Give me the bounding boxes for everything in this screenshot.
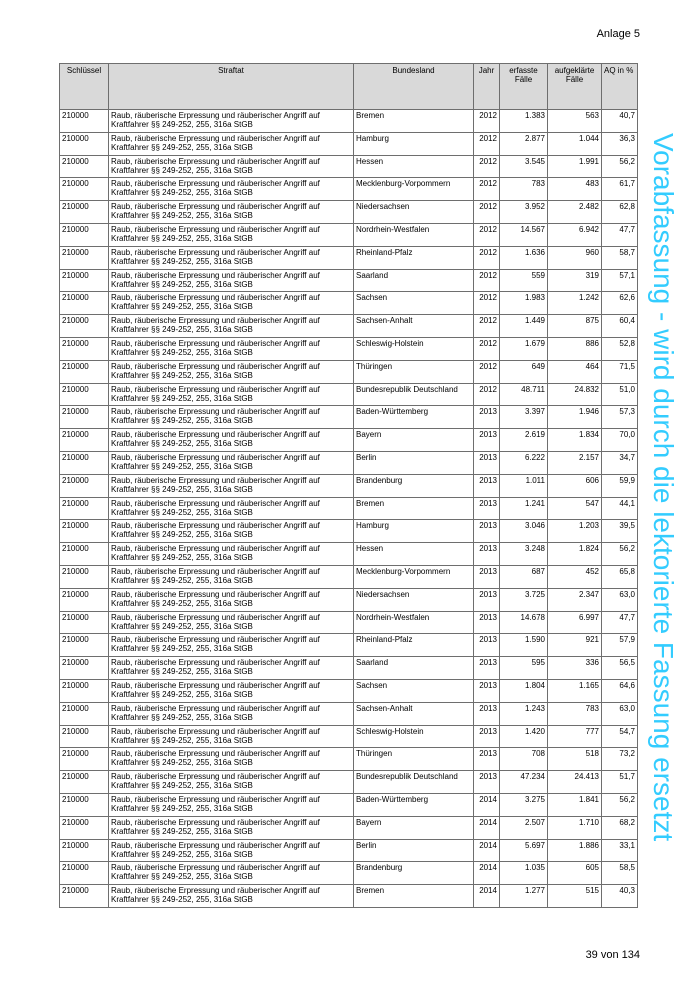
cell-erfasste-faelle: 1.679 (500, 337, 548, 360)
cell-schluessel: 210000 (60, 885, 109, 908)
table-row (60, 497, 638, 520)
cell-aufgeklaerte-faelle: 6.942 (548, 223, 602, 246)
cell-aq: 63,0 (602, 702, 638, 725)
cell-straftat: Raub, räuberische Erpressung und räuberischer Angriff auf Kraftfahrer §§ 249-252, 255, 316a StGB (109, 315, 354, 338)
cell-schluessel: 210000 (60, 155, 109, 178)
cell-bundesland: Saarland (354, 657, 474, 680)
cell-aufgeklaerte-faelle: 960 (548, 246, 602, 269)
table-row (60, 337, 638, 360)
cell-erfasste-faelle: 1.590 (500, 634, 548, 657)
cell-aufgeklaerte-faelle: 563 (548, 110, 602, 133)
cell-straftat: Raub, räuberische Erpressung und räuberischer Angriff auf Kraftfahrer §§ 249-252, 255, 316a StGB (109, 178, 354, 201)
cell-aufgeklaerte-faelle: 1.165 (548, 679, 602, 702)
cell-schluessel: 210000 (60, 451, 109, 474)
cell-aufgeklaerte-faelle: 606 (548, 474, 602, 497)
cell-erfasste-faelle: 5.697 (500, 839, 548, 862)
cell-bundesland: Thüringen (354, 748, 474, 771)
cell-aufgeklaerte-faelle: 1.710 (548, 816, 602, 839)
cell-schluessel: 210000 (60, 246, 109, 269)
cell-jahr: 2013 (474, 588, 500, 611)
cell-jahr: 2012 (474, 315, 500, 338)
cell-aufgeklaerte-faelle: 547 (548, 497, 602, 520)
cell-erfasste-faelle: 1.241 (500, 497, 548, 520)
cell-aq: 58,7 (602, 246, 638, 269)
cell-aq: 71,5 (602, 360, 638, 383)
cell-erfasste-faelle: 708 (500, 748, 548, 771)
cell-straftat: Raub, räuberische Erpressung und räuberischer Angriff auf Kraftfahrer §§ 249-252, 255, 316a StGB (109, 543, 354, 566)
table-row (60, 725, 638, 748)
table-row (60, 132, 638, 155)
cell-erfasste-faelle: 1.449 (500, 315, 548, 338)
table-row (60, 748, 638, 771)
cell-aufgeklaerte-faelle: 1.841 (548, 793, 602, 816)
cell-straftat: Raub, räuberische Erpressung und räuberischer Angriff auf Kraftfahrer §§ 249-252, 255, 316a StGB (109, 588, 354, 611)
cell-aufgeklaerte-faelle: 1.242 (548, 292, 602, 315)
cell-aufgeklaerte-faelle: 2.482 (548, 201, 602, 224)
cell-erfasste-faelle: 1.383 (500, 110, 548, 133)
cell-aq: 56,5 (602, 657, 638, 680)
cell-jahr: 2013 (474, 725, 500, 748)
cell-aq: 36,3 (602, 132, 638, 155)
cell-jahr: 2014 (474, 793, 500, 816)
cell-erfasste-faelle: 649 (500, 360, 548, 383)
cell-jahr: 2013 (474, 451, 500, 474)
cell-aq: 73,2 (602, 748, 638, 771)
cell-bundesland: Baden-Württemberg (354, 793, 474, 816)
cell-straftat: Raub, räuberische Erpressung und räuberischer Angriff auf Kraftfahrer §§ 249-252, 255, 316a StGB (109, 520, 354, 543)
table-row (60, 474, 638, 497)
cell-jahr: 2014 (474, 816, 500, 839)
cell-jahr: 2013 (474, 565, 500, 588)
cell-straftat: Raub, räuberische Erpressung und räuberischer Angriff auf Kraftfahrer §§ 249-252, 255, 316a StGB (109, 497, 354, 520)
cell-erfasste-faelle: 3.046 (500, 520, 548, 543)
cell-straftat: Raub, räuberische Erpressung und räuberischer Angriff auf Kraftfahrer §§ 249-252, 255, 316a StGB (109, 201, 354, 224)
table-row (60, 451, 638, 474)
cell-aq: 44,1 (602, 497, 638, 520)
table-row (60, 406, 638, 429)
cell-jahr: 2012 (474, 155, 500, 178)
cell-aq: 57,9 (602, 634, 638, 657)
cell-bundesland: Thüringen (354, 360, 474, 383)
cell-jahr: 2013 (474, 520, 500, 543)
cell-erfasste-faelle: 2.507 (500, 816, 548, 839)
cell-straftat: Raub, räuberische Erpressung und räuberischer Angriff auf Kraftfahrer §§ 249-252, 255, 316a StGB (109, 793, 354, 816)
cell-jahr: 2013 (474, 771, 500, 794)
cell-bundesland: Bundesrepublik Deutschland (354, 383, 474, 406)
cell-jahr: 2013 (474, 406, 500, 429)
cell-jahr: 2013 (474, 634, 500, 657)
cell-schluessel: 210000 (60, 565, 109, 588)
cell-schluessel: 210000 (60, 793, 109, 816)
cell-jahr: 2012 (474, 110, 500, 133)
cell-aufgeklaerte-faelle: 1.886 (548, 839, 602, 862)
cell-bundesland: Bremen (354, 110, 474, 133)
cell-aufgeklaerte-faelle: 1.203 (548, 520, 602, 543)
cell-aq: 60,4 (602, 315, 638, 338)
table-row (60, 816, 638, 839)
cell-straftat: Raub, räuberische Erpressung und räuberischer Angriff auf Kraftfahrer §§ 249-252, 255, 316a StGB (109, 269, 354, 292)
table-row (60, 771, 638, 794)
cell-jahr: 2012 (474, 132, 500, 155)
cell-schluessel: 210000 (60, 771, 109, 794)
cell-straftat: Raub, räuberische Erpressung und räuberischer Angriff auf Kraftfahrer §§ 249-252, 255, 316a StGB (109, 429, 354, 452)
table-row (60, 155, 638, 178)
cell-straftat: Raub, räuberische Erpressung und räuberischer Angriff auf Kraftfahrer §§ 249-252, 255, 316a StGB (109, 885, 354, 908)
cell-schluessel: 210000 (60, 520, 109, 543)
cell-bundesland: Sachsen (354, 292, 474, 315)
cell-aufgeklaerte-faelle: 1.946 (548, 406, 602, 429)
cell-jahr: 2012 (474, 178, 500, 201)
cell-bundesland: Sachsen-Anhalt (354, 702, 474, 725)
cell-bundesland: Berlin (354, 839, 474, 862)
cell-aufgeklaerte-faelle: 6.997 (548, 611, 602, 634)
cell-erfasste-faelle: 687 (500, 565, 548, 588)
cell-schluessel: 210000 (60, 474, 109, 497)
cell-straftat: Raub, räuberische Erpressung und räuberischer Angriff auf Kraftfahrer §§ 249-252, 255, 316a StGB (109, 474, 354, 497)
statistics-table (59, 63, 638, 908)
cell-jahr: 2014 (474, 862, 500, 885)
cell-straftat: Raub, räuberische Erpressung und räuberischer Angriff auf Kraftfahrer §§ 249-252, 255, 316a StGB (109, 565, 354, 588)
cell-aufgeklaerte-faelle: 483 (548, 178, 602, 201)
cell-schluessel: 210000 (60, 178, 109, 201)
cell-aq: 47,7 (602, 223, 638, 246)
cell-straftat: Raub, räuberische Erpressung und räuberischer Angriff auf Kraftfahrer §§ 249-252, 255, 316a StGB (109, 839, 354, 862)
cell-jahr: 2013 (474, 429, 500, 452)
cell-schluessel: 210000 (60, 543, 109, 566)
cell-schluessel: 210000 (60, 748, 109, 771)
cell-bundesland: Schleswig-Holstein (354, 725, 474, 748)
cell-erfasste-faelle: 1.243 (500, 702, 548, 725)
cell-aufgeklaerte-faelle: 605 (548, 862, 602, 885)
table-row (60, 611, 638, 634)
cell-schluessel: 210000 (60, 839, 109, 862)
cell-schluessel: 210000 (60, 679, 109, 702)
table-row (60, 634, 638, 657)
cell-jahr: 2012 (474, 223, 500, 246)
cell-erfasste-faelle: 783 (500, 178, 548, 201)
table-body (60, 110, 638, 908)
cell-aq: 40,3 (602, 885, 638, 908)
cell-bundesland: Mecklenburg-Vorpommern (354, 565, 474, 588)
statistics-table-wrap (59, 63, 637, 908)
cell-erfasste-faelle: 3.275 (500, 793, 548, 816)
table-row (60, 429, 638, 452)
cell-jahr: 2013 (474, 543, 500, 566)
cell-aq: 61,7 (602, 178, 638, 201)
cell-aufgeklaerte-faelle: 886 (548, 337, 602, 360)
cell-aq: 39,5 (602, 520, 638, 543)
cell-schluessel: 210000 (60, 110, 109, 133)
cell-bundesland: Schleswig-Holstein (354, 337, 474, 360)
cell-jahr: 2013 (474, 474, 500, 497)
header-aq: AQ in % (602, 64, 638, 110)
cell-bundesland: Brandenburg (354, 862, 474, 885)
cell-erfasste-faelle: 3.248 (500, 543, 548, 566)
cell-schluessel: 210000 (60, 315, 109, 338)
header-bundesland: Bundesland (354, 64, 474, 110)
cell-aufgeklaerte-faelle: 464 (548, 360, 602, 383)
cell-aufgeklaerte-faelle: 336 (548, 657, 602, 680)
cell-jahr: 2012 (474, 201, 500, 224)
cell-straftat: Raub, räuberische Erpressung und räuberischer Angriff auf Kraftfahrer §§ 249-252, 255, 316a StGB (109, 451, 354, 474)
cell-straftat: Raub, räuberische Erpressung und räuberischer Angriff auf Kraftfahrer §§ 249-252, 255, 316a StGB (109, 337, 354, 360)
cell-aq: 65,8 (602, 565, 638, 588)
table-row (60, 885, 638, 908)
cell-bundesland: Hessen (354, 155, 474, 178)
header-aufgeklaerte-faelle: aufgeklärte Fälle (548, 64, 602, 110)
cell-aufgeklaerte-faelle: 2.347 (548, 588, 602, 611)
cell-schluessel: 210000 (60, 223, 109, 246)
table-row (60, 201, 638, 224)
cell-schluessel: 210000 (60, 406, 109, 429)
cell-bundesland: Rheinland-Pfalz (354, 246, 474, 269)
cell-straftat: Raub, räuberische Erpressung und räuberischer Angriff auf Kraftfahrer §§ 249-252, 255, 316a StGB (109, 110, 354, 133)
cell-jahr: 2014 (474, 885, 500, 908)
cell-schluessel: 210000 (60, 132, 109, 155)
cell-aq: 40,7 (602, 110, 638, 133)
cell-aq: 57,3 (602, 406, 638, 429)
cell-schluessel: 210000 (60, 816, 109, 839)
table-row (60, 383, 638, 406)
cell-aufgeklaerte-faelle: 515 (548, 885, 602, 908)
cell-straftat: Raub, räuberische Erpressung und räuberischer Angriff auf Kraftfahrer §§ 249-252, 255, 316a StGB (109, 634, 354, 657)
cell-schluessel: 210000 (60, 269, 109, 292)
header-erfasste-faelle: erfasste Fälle (500, 64, 548, 110)
annex-label: Anlage 5 (596, 28, 640, 40)
table-row (60, 315, 638, 338)
cell-bundesland: Hamburg (354, 132, 474, 155)
table-row (60, 110, 638, 133)
cell-aufgeklaerte-faelle: 921 (548, 634, 602, 657)
page-number: 39 von 134 (585, 949, 640, 961)
cell-schluessel: 210000 (60, 702, 109, 725)
cell-straftat: Raub, räuberische Erpressung und räuberischer Angriff auf Kraftfahrer §§ 249-252, 255, 316a StGB (109, 748, 354, 771)
cell-aufgeklaerte-faelle: 319 (548, 269, 602, 292)
cell-aufgeklaerte-faelle: 2.157 (548, 451, 602, 474)
cell-aq: 54,7 (602, 725, 638, 748)
cell-bundesland: Brandenburg (354, 474, 474, 497)
cell-erfasste-faelle: 2.877 (500, 132, 548, 155)
cell-bundesland: Bremen (354, 885, 474, 908)
cell-aq: 56,2 (602, 543, 638, 566)
cell-straftat: Raub, räuberische Erpressung und räuberischer Angriff auf Kraftfahrer §§ 249-252, 255, 316a StGB (109, 246, 354, 269)
cell-aq: 52,8 (602, 337, 638, 360)
table-row (60, 292, 638, 315)
cell-jahr: 2012 (474, 360, 500, 383)
cell-bundesland: Mecklenburg-Vorpommern (354, 178, 474, 201)
cell-erfasste-faelle: 559 (500, 269, 548, 292)
cell-bundesland: Bundesrepublik Deutschland (354, 771, 474, 794)
table-row (60, 520, 638, 543)
cell-straftat: Raub, räuberische Erpressung und räuberischer Angriff auf Kraftfahrer §§ 249-252, 255, 316a StGB (109, 862, 354, 885)
cell-jahr: 2013 (474, 748, 500, 771)
cell-aufgeklaerte-faelle: 875 (548, 315, 602, 338)
cell-schluessel: 210000 (60, 862, 109, 885)
cell-jahr: 2014 (474, 839, 500, 862)
cell-bundesland: Hessen (354, 543, 474, 566)
table-row (60, 360, 638, 383)
cell-straftat: Raub, räuberische Erpressung und räuberischer Angriff auf Kraftfahrer §§ 249-252, 255, 316a StGB (109, 725, 354, 748)
cell-straftat: Raub, räuberische Erpressung und räuberischer Angriff auf Kraftfahrer §§ 249-252, 255, 316a StGB (109, 360, 354, 383)
table-row (60, 543, 638, 566)
cell-jahr: 2013 (474, 679, 500, 702)
cell-aq: 47,7 (602, 611, 638, 634)
cell-straftat: Raub, räuberische Erpressung und räuberischer Angriff auf Kraftfahrer §§ 249-252, 255, 316a StGB (109, 702, 354, 725)
cell-aq: 64,6 (602, 679, 638, 702)
cell-aufgeklaerte-faelle: 783 (548, 702, 602, 725)
cell-straftat: Raub, räuberische Erpressung und räuberischer Angriff auf Kraftfahrer §§ 249-252, 255, 316a StGB (109, 155, 354, 178)
cell-schluessel: 210000 (60, 201, 109, 224)
cell-aq: 56,2 (602, 155, 638, 178)
cell-erfasste-faelle: 48.711 (500, 383, 548, 406)
cell-schluessel: 210000 (60, 337, 109, 360)
cell-jahr: 2012 (474, 383, 500, 406)
table-row (60, 679, 638, 702)
cell-bundesland: Baden-Württemberg (354, 406, 474, 429)
cell-bundesland: Sachsen (354, 679, 474, 702)
cell-erfasste-faelle: 3.952 (500, 201, 548, 224)
table-row (60, 702, 638, 725)
cell-aq: 70,0 (602, 429, 638, 452)
cell-straftat: Raub, räuberische Erpressung und räuberischer Angriff auf Kraftfahrer §§ 249-252, 255, 316a StGB (109, 383, 354, 406)
cell-schluessel: 210000 (60, 611, 109, 634)
cell-jahr: 2012 (474, 337, 500, 360)
cell-straftat: Raub, räuberische Erpressung und räuberischer Angriff auf Kraftfahrer §§ 249-252, 255, 316a StGB (109, 771, 354, 794)
cell-straftat: Raub, räuberische Erpressung und räuberischer Angriff auf Kraftfahrer §§ 249-252, 255, 316a StGB (109, 406, 354, 429)
table-row (60, 178, 638, 201)
cell-erfasste-faelle: 1.983 (500, 292, 548, 315)
cell-jahr: 2013 (474, 497, 500, 520)
cell-aufgeklaerte-faelle: 1.044 (548, 132, 602, 155)
cell-aq: 33,1 (602, 839, 638, 862)
cell-erfasste-faelle: 3.397 (500, 406, 548, 429)
table-row (60, 793, 638, 816)
cell-aq: 59,9 (602, 474, 638, 497)
cell-aufgeklaerte-faelle: 777 (548, 725, 602, 748)
table-row (60, 588, 638, 611)
cell-bundesland: Niedersachsen (354, 201, 474, 224)
cell-bundesland: Berlin (354, 451, 474, 474)
cell-erfasste-faelle: 2.619 (500, 429, 548, 452)
cell-erfasste-faelle: 1.011 (500, 474, 548, 497)
cell-aufgeklaerte-faelle: 24.413 (548, 771, 602, 794)
cell-straftat: Raub, räuberische Erpressung und räuberischer Angriff auf Kraftfahrer §§ 249-252, 255, 316a StGB (109, 292, 354, 315)
cell-straftat: Raub, räuberische Erpressung und räuberischer Angriff auf Kraftfahrer §§ 249-252, 255, 316a StGB (109, 816, 354, 839)
cell-aq: 58,5 (602, 862, 638, 885)
cell-bundesland: Saarland (354, 269, 474, 292)
cell-bundesland: Bayern (354, 429, 474, 452)
cell-jahr: 2013 (474, 611, 500, 634)
header-schluessel: Schlüssel (60, 64, 109, 110)
cell-aufgeklaerte-faelle: 452 (548, 565, 602, 588)
cell-aq: 56,2 (602, 793, 638, 816)
table-row (60, 657, 638, 680)
cell-schluessel: 210000 (60, 292, 109, 315)
cell-schluessel: 210000 (60, 497, 109, 520)
cell-erfasste-faelle: 14.678 (500, 611, 548, 634)
cell-bundesland: Bremen (354, 497, 474, 520)
cell-aq: 57,1 (602, 269, 638, 292)
cell-schluessel: 210000 (60, 383, 109, 406)
cell-jahr: 2012 (474, 269, 500, 292)
cell-straftat: Raub, räuberische Erpressung und räuberischer Angriff auf Kraftfahrer §§ 249-252, 255, 316a StGB (109, 223, 354, 246)
cell-schluessel: 210000 (60, 634, 109, 657)
cell-aq: 51,7 (602, 771, 638, 794)
cell-erfasste-faelle: 14.567 (500, 223, 548, 246)
cell-bundesland: Sachsen-Anhalt (354, 315, 474, 338)
cell-aufgeklaerte-faelle: 1.824 (548, 543, 602, 566)
cell-schluessel: 210000 (60, 360, 109, 383)
cell-aq: 34,7 (602, 451, 638, 474)
cell-aq: 51,0 (602, 383, 638, 406)
header-jahr: Jahr (474, 64, 500, 110)
cell-jahr: 2013 (474, 657, 500, 680)
cell-schluessel: 210000 (60, 657, 109, 680)
table-row (60, 862, 638, 885)
cell-erfasste-faelle: 1.277 (500, 885, 548, 908)
cell-erfasste-faelle: 1.035 (500, 862, 548, 885)
cell-bundesland: Nordrhein-Westfalen (354, 611, 474, 634)
cell-jahr: 2012 (474, 246, 500, 269)
cell-erfasste-faelle: 595 (500, 657, 548, 680)
cell-erfasste-faelle: 3.545 (500, 155, 548, 178)
cell-schluessel: 210000 (60, 725, 109, 748)
table-row (60, 269, 638, 292)
cell-aufgeklaerte-faelle: 518 (548, 748, 602, 771)
cell-erfasste-faelle: 1.420 (500, 725, 548, 748)
cell-bundesland: Nordrhein-Westfalen (354, 223, 474, 246)
cell-straftat: Raub, räuberische Erpressung und räuberischer Angriff auf Kraftfahrer §§ 249-252, 255, 316a StGB (109, 611, 354, 634)
cell-aq: 62,6 (602, 292, 638, 315)
cell-erfasste-faelle: 3.725 (500, 588, 548, 611)
cell-straftat: Raub, räuberische Erpressung und räuberischer Angriff auf Kraftfahrer §§ 249-252, 255, 316a StGB (109, 679, 354, 702)
cell-straftat: Raub, räuberische Erpressung und räuberischer Angriff auf Kraftfahrer §§ 249-252, 255, 316a StGB (109, 132, 354, 155)
cell-schluessel: 210000 (60, 429, 109, 452)
draft-watermark: Vorabfassung - wird durch die lektorierte Fassung ersetzt (648, 133, 679, 842)
table-header (60, 64, 638, 110)
cell-erfasste-faelle: 1.636 (500, 246, 548, 269)
table-row (60, 223, 638, 246)
table-row (60, 839, 638, 862)
cell-bundesland: Rheinland-Pfalz (354, 634, 474, 657)
table-row (60, 565, 638, 588)
cell-schluessel: 210000 (60, 588, 109, 611)
cell-aq: 68,2 (602, 816, 638, 839)
cell-bundesland: Bayern (354, 816, 474, 839)
cell-erfasste-faelle: 6.222 (500, 451, 548, 474)
cell-aufgeklaerte-faelle: 1.834 (548, 429, 602, 452)
cell-erfasste-faelle: 47.234 (500, 771, 548, 794)
cell-jahr: 2013 (474, 702, 500, 725)
cell-aq: 62,8 (602, 201, 638, 224)
cell-erfasste-faelle: 1.804 (500, 679, 548, 702)
header-straftat: Straftat (109, 64, 354, 110)
cell-aufgeklaerte-faelle: 24.832 (548, 383, 602, 406)
cell-aq: 63,0 (602, 588, 638, 611)
cell-straftat: Raub, räuberische Erpressung und räuberischer Angriff auf Kraftfahrer §§ 249-252, 255, 316a StGB (109, 657, 354, 680)
table-row (60, 246, 638, 269)
cell-bundesland: Hamburg (354, 520, 474, 543)
cell-bundesland: Niedersachsen (354, 588, 474, 611)
cell-jahr: 2012 (474, 292, 500, 315)
cell-aufgeklaerte-faelle: 1.991 (548, 155, 602, 178)
